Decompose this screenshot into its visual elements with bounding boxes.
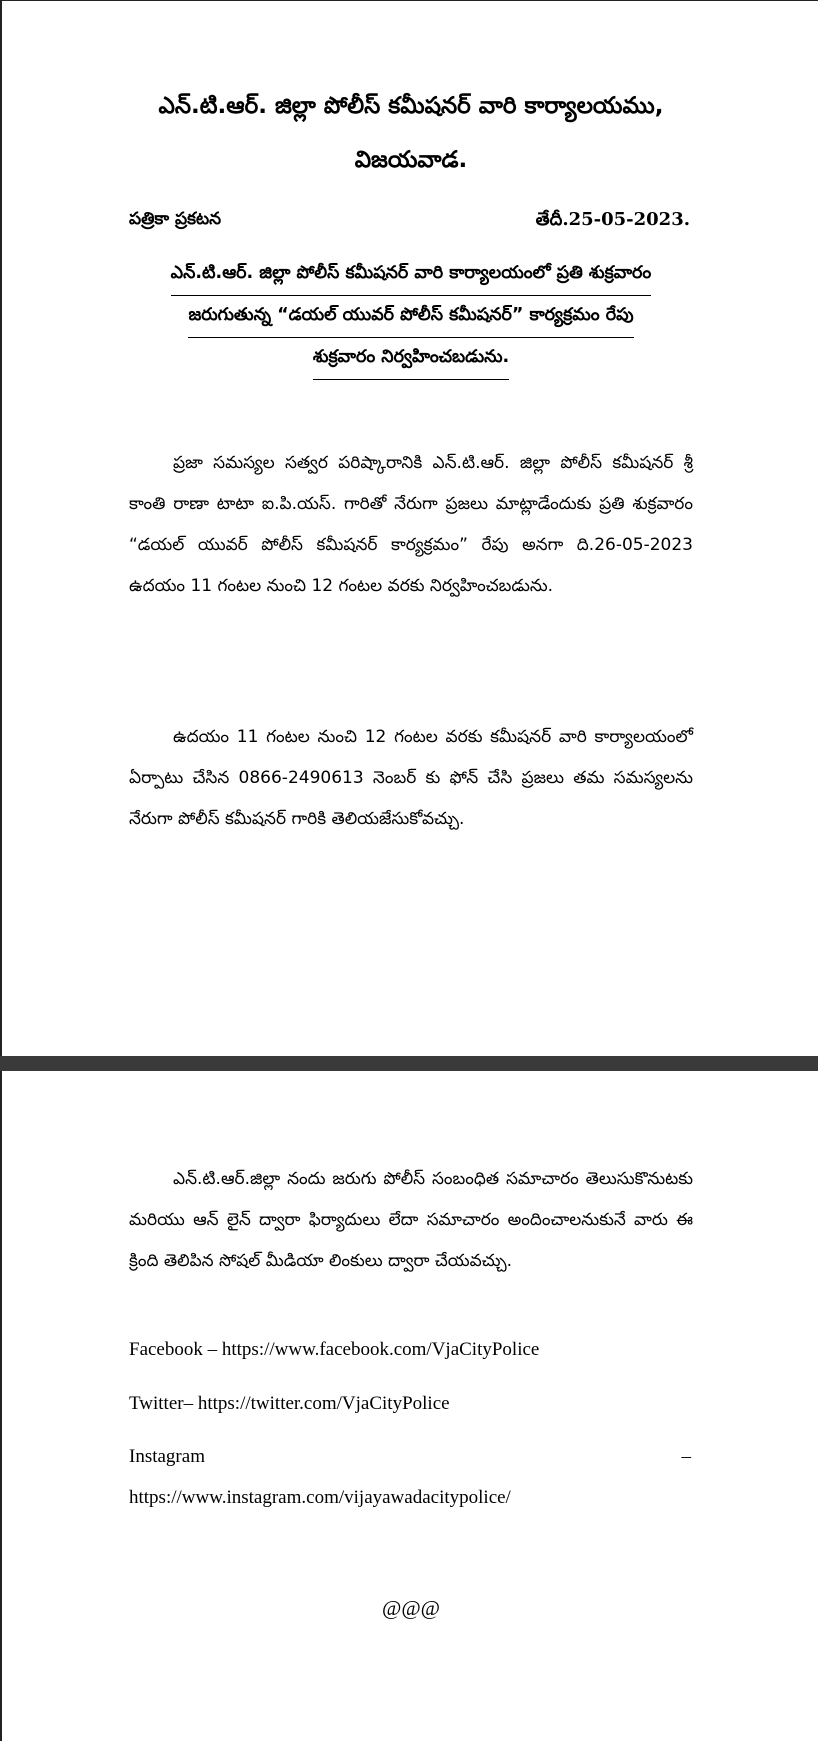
page-separator bbox=[0, 1056, 818, 1071]
instagram-dash: – bbox=[681, 1446, 691, 1467]
body-paragraph-1: ప్రజా సమస్యల సత్వర పరిష్కారానికి ఎన్.టి.ఆర్. జిల్లా పోలీస్ కమీషనర్ శ్రీ కాంతి రాణా టాటా ఐ.పి.యస్. గారితో నేరుగా ప్రజలు మాట్లాడేందుకు ప్రతి శుక్రవారం “డయల్ యువర్ పోలీస్ కమీషనర్ కార్యక్రమం” రేపు అనగా ది.26-05-2023 ఉదయం 11 గంటల నుంచి 12 గంటల వరకు నిర్వహించబడును. bbox=[129, 453, 693, 596]
release-date: తేదీ.25-05-2023. bbox=[535, 209, 690, 230]
end-mark: @@@ bbox=[381, 1596, 441, 1620]
press-release-label: పత్రికా ప్రకటన bbox=[129, 209, 222, 229]
facebook-link[interactable]: Facebook – https://www.facebook.com/VjaCityPolice bbox=[129, 1339, 540, 1360]
body-paragraph-3: ఎన్.టి.ఆర్.జిల్లా నందు జరుగు పోలీస్ సంబంధిత సమాచారం తెలుసుకొనుటకు మరియు ఆన్ లైన్ ద్వారా ఫిర్యాదులు లేదా సమాచారం అందించాలనుకునే వారు ఈ క్రింది తెలిపిన సోషల్ మీడియా లింకులు ద్వారా చేయవచ్చు. bbox=[129, 1169, 693, 1271]
twitter-link[interactable]: Twitter– https://twitter.com/VjaCityPolice bbox=[129, 1393, 450, 1414]
office-title: ఎన్.టి.ఆర్. జిల్లా పోలీస్ కమీషనర్ వారి కార్యాలయము, bbox=[158, 93, 664, 119]
instagram-label: Instagram bbox=[129, 1446, 205, 1467]
document-page-2 bbox=[0, 1071, 818, 1741]
city-name: విజయవాడ. bbox=[354, 147, 468, 173]
body-paragraph-2: ఉదయం 11 గంటల నుంచి 12 గంటల వరకు కమీషనర్ వారి కార్యాలయంలో ఏర్పాటు చేసిన 0866-2490613 నెంబర్ కు ఫోన్ చేసి ప్రజలు తమ సమస్యలను నేరుగా పోలీస్ కమీషనర్ గారికి తెలియజేసుకోవచ్చు. bbox=[129, 727, 693, 829]
instagram-link[interactable]: https://www.instagram.com/vijayawadacitypolice/ bbox=[129, 1487, 511, 1508]
headline-line-2: జరుగుతున్న “డయల్ యువర్ పోలీస్ కమీషనర్” కార్యక్రమం రేపు bbox=[2, 305, 818, 338]
headline-line-3: శుక్రవారం నిర్వహించబడును. bbox=[2, 347, 818, 380]
headline-line-1: ఎన్.టి.ఆర్. జిల్లా పోలీస్ కమీషనర్ వారి కార్యాలయంలో ప్రతి శుక్రవారం bbox=[2, 263, 818, 296]
